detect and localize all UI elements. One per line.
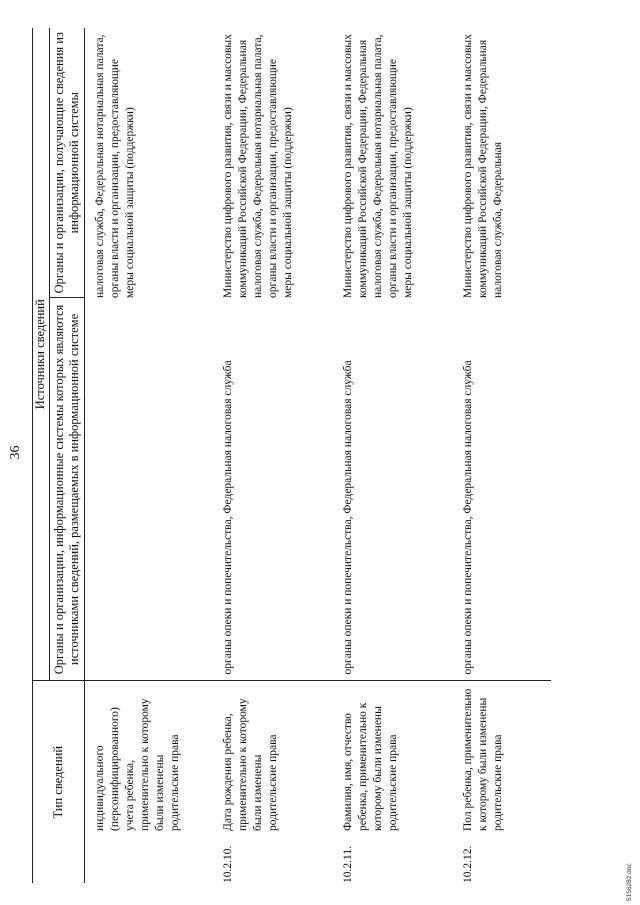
header-type: Тип сведений	[33, 681, 85, 883]
header-sources-group: Источники сведений	[33, 28, 50, 681]
row-number: 10.2.12.	[462, 845, 474, 883]
row-number: 10.2.10.	[222, 845, 234, 883]
sources-table	[32, 28, 551, 883]
row-sources: органы опеки и попечительства, Федеральная налоговая служба	[462, 360, 474, 675]
row-type: Фамилия, имя, отчество ребенка, применительно к которому были изменены родительские права	[333, 681, 453, 831]
table-row	[333, 28, 453, 883]
table-row	[85, 28, 214, 883]
header-source-organizations: Органы и организации, информационные системы которых являются источниками сведений, размещаемых в информационной системе	[50, 298, 85, 681]
row-sources: органы опеки и попечительства, Федеральная налоговая служба	[342, 360, 354, 675]
row-recipients: Министерство цифрового развития, связи и массовых коммуникаций Российской Федерации, Федеральная налоговая служба, Федеральная нотариальная палата, органы власти и организации, предоставляющие меры социальной защиты (поддержки)	[342, 34, 414, 298]
header-recipient-organizations: Органы и организации, получающие сведения из информационной системы	[50, 28, 85, 298]
document-code: 5156282.doc	[626, 863, 633, 901]
row-type: индивидуального (персонифицированного) учета ребенка, применительно к которому были изменены родительские права	[85, 681, 214, 831]
row-recipients: Министерство цифрового развития, связи и массовых коммуникаций Российской Федерации, Федеральная налоговая служба, Федеральная нотариальная палата, органы власти и организации, предоставляющие меры социальной защиты (поддержки)	[222, 34, 294, 298]
row-type: Пол ребенка, применительно к которому были изменены родительские права	[453, 681, 551, 831]
row-number: 10.2.11.	[342, 846, 354, 883]
row-sources	[85, 298, 214, 681]
page-number: 36	[8, 445, 23, 460]
row-type: Дата рождения ребенка, применительно к которому были изменены родительские права	[213, 681, 333, 831]
row-recipients: Министерство цифрового развития, связи и массовых коммуникаций Российской Федерации, Федеральная налоговая служба, Федеральная	[462, 34, 504, 298]
row-number	[85, 831, 214, 883]
row-sources: органы опеки и попечительства, Федеральная налоговая служба	[222, 360, 234, 675]
table-row	[213, 28, 333, 883]
row-recipients: налоговая служба, Федеральная нотариальная палата, органы власти и организации, предоставляющие меры социальной защиты (поддержки)	[94, 34, 136, 298]
table-row	[453, 28, 551, 883]
